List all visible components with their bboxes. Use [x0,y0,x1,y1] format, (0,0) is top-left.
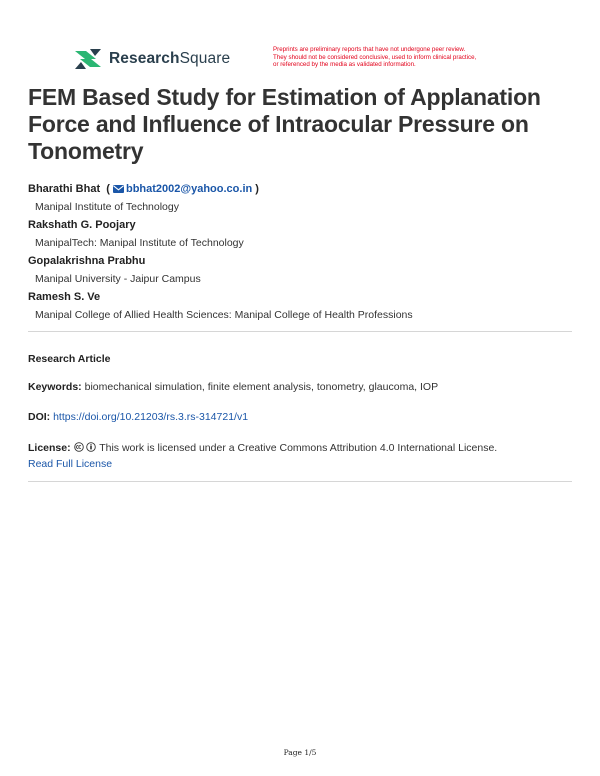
license-label: License: [28,442,71,454]
envelope-icon [113,185,124,193]
author-affiliation: Manipal Institute of Technology [35,201,179,213]
section-divider [28,481,572,482]
header [74,46,554,76]
doi [28,409,572,425]
paper-title: FEM Based Study for Estimation of Applanation Force and Influence of Intraocular Pressure on Tonometry [28,84,541,164]
disclaimer-line: They should not be considered conclusive, used to inform clinical practice, [273,53,477,61]
keywords-value: biomechanical simulation, finite element analysis, tonometry, glaucoma, IOP [84,381,439,393]
preprint-disclaimer [273,46,543,69]
attribution-icon [86,442,96,452]
license [28,440,572,472]
disclaimer-line: or referenced by the media as validated information. [273,61,416,69]
creative-commons-icon [74,442,84,452]
logo-text: ResearchSquare [109,50,231,67]
author-list [28,180,568,324]
license-text: This work is licensed under a Creative Commons Attribution 4.0 International License. [99,442,498,454]
disclaimer-line: Preprints are preliminary reports that have not undergone peer review. [273,46,466,53]
read-full-license-link[interactable]: Read Full License [28,458,113,470]
author-name: Bharathi Bhat ( bbhat2002@yahoo.co.in ) [28,183,259,195]
research-square-logo-icon [74,47,102,71]
author-email-wrap: ( bbhat2002@yahoo.co.in ) [103,183,259,195]
research-square-logo[interactable] [74,47,230,71]
keywords [28,379,572,395]
author-name: Ramesh S. Ve [28,291,101,303]
author-email-link[interactable]: bbhat2002@yahoo.co.in [125,183,253,195]
article-type: Research Article [28,353,111,365]
author-affiliation: ManipalTech: Manipal Institute of Technology [35,237,244,249]
doi-link[interactable]: https://doi.org/10.21203/rs.3.rs-314721/v1 [53,411,249,423]
section-divider [28,331,572,332]
author-affiliation: Manipal University - Jaipur Campus [35,273,201,285]
keywords-label: Keywords: [28,381,82,393]
author-name: Gopalakrishna Prabhu [28,255,146,267]
doi-label: DOI: [28,411,51,423]
author-affiliation: Manipal College of Allied Health Sciences: Manipal College of Health Professions [35,309,413,321]
author-name: Rakshath G. Poojary [28,219,136,231]
page-number: Page 1/5 [283,748,317,757]
